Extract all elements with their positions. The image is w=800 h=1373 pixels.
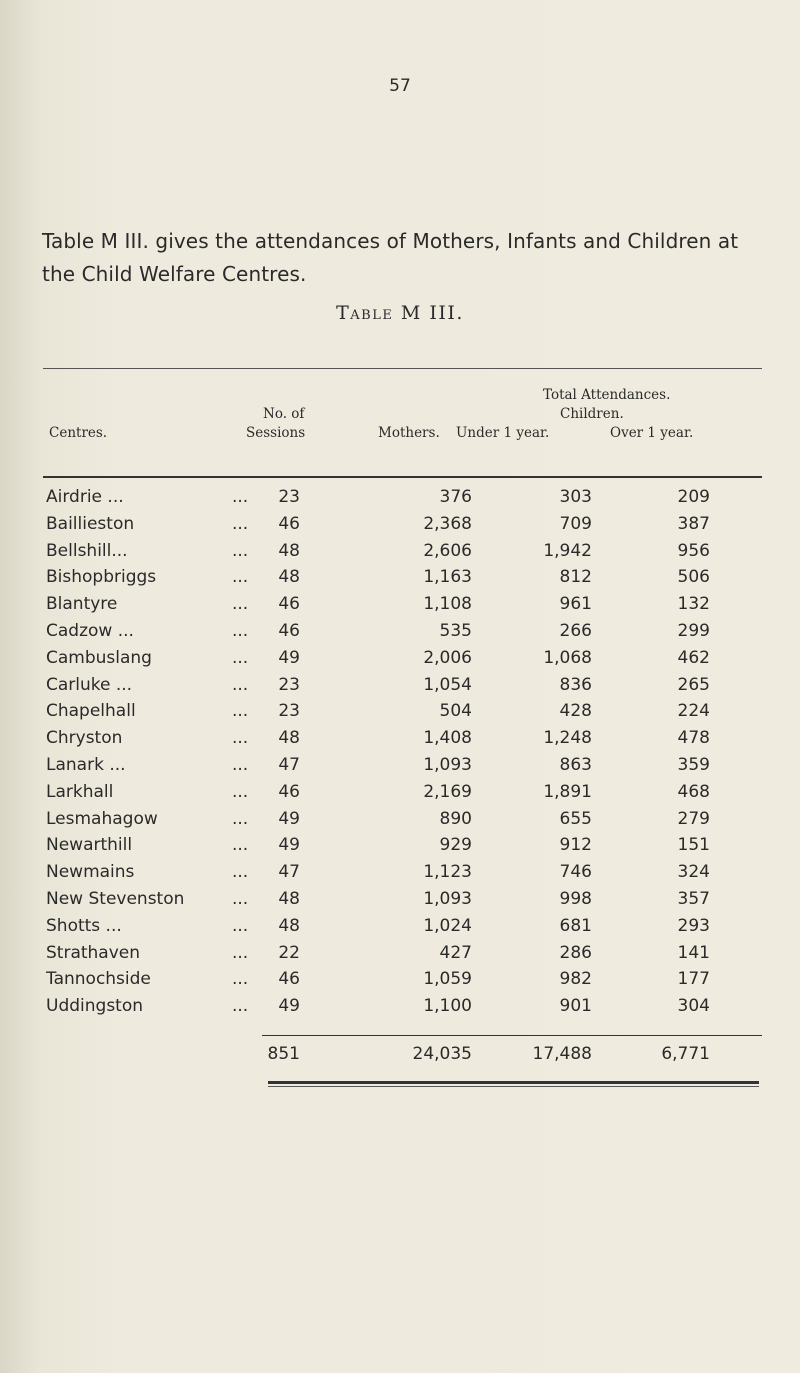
- leader-dots: ...: [232, 915, 249, 936]
- under-1-value: 912: [559, 835, 592, 856]
- mothers-value: 1,123: [423, 862, 472, 883]
- sessions-value: 23: [278, 674, 300, 695]
- over-1-value: 141: [677, 942, 710, 963]
- totals-row: [0, 1044, 800, 1072]
- over-1-value: 468: [677, 781, 710, 802]
- leader-dots: ...: [232, 835, 249, 856]
- under-1-value: 1,891: [543, 781, 592, 802]
- total-over-1: 6,771: [661, 1044, 710, 1064]
- leader-dots: ...: [232, 594, 249, 615]
- leader-dots: ...: [232, 540, 249, 561]
- mothers-value: 1,108: [423, 594, 472, 615]
- double-rule-thick: [268, 1081, 759, 1084]
- leader-dots: ...: [232, 701, 249, 722]
- leader-dots: ...: [232, 513, 249, 534]
- sessions-value: 49: [278, 647, 300, 668]
- centre-name: Lanark ...: [46, 754, 126, 775]
- centre-name: Baillieston: [46, 513, 135, 534]
- table-row: [0, 538, 800, 565]
- under-1-value: 961: [559, 594, 592, 615]
- mothers-value: 2,606: [423, 540, 472, 561]
- over-1-value: 224: [677, 701, 710, 722]
- centre-name: Blantyre: [46, 594, 118, 615]
- centre-name: Strathaven: [46, 942, 141, 963]
- under-1-value: 286: [559, 942, 592, 963]
- table-row: [0, 940, 800, 967]
- over-1-value: 304: [677, 996, 710, 1017]
- total-sessions: 851: [267, 1044, 300, 1064]
- sessions-value: 46: [278, 969, 300, 990]
- mothers-value: 1,093: [423, 754, 472, 775]
- mothers-value: 929: [439, 835, 472, 856]
- header-sessions-line2: Sessions: [246, 425, 306, 441]
- centre-name: Cadzow ...: [46, 620, 134, 641]
- table-row: [0, 913, 800, 940]
- over-1-value: 299: [677, 620, 710, 641]
- centre-name: Cambuslang: [46, 647, 152, 668]
- under-1-value: 303: [559, 487, 592, 507]
- sessions-value: 22: [278, 942, 300, 963]
- table-row: [0, 859, 800, 886]
- over-1-value: 387: [677, 513, 710, 534]
- over-1-value: 478: [677, 728, 710, 749]
- under-1-value: 812: [559, 567, 592, 588]
- over-1-value: 265: [677, 674, 710, 695]
- mothers-value: 376: [439, 487, 472, 507]
- under-1-value: 998: [559, 888, 592, 909]
- header-total-attendances: Total Attendances.: [543, 387, 671, 403]
- under-1-value: 1,248: [543, 728, 592, 749]
- table-row: [0, 725, 800, 752]
- leader-dots: ...: [232, 567, 249, 588]
- centre-name: Shotts ...: [46, 915, 122, 936]
- centre-name: Tannochside: [46, 969, 151, 990]
- header-children: Children.: [560, 406, 624, 422]
- over-1-value: 359: [677, 754, 710, 775]
- table-row: [0, 672, 800, 699]
- header-mothers: Mothers.: [378, 425, 440, 441]
- under-1-value: 836: [559, 674, 592, 695]
- under-1-value: 901: [559, 996, 592, 1017]
- over-1-value: 151: [677, 835, 710, 856]
- centre-name: Chryston: [46, 728, 123, 749]
- leader-dots: ...: [232, 487, 249, 507]
- mothers-value: 2,368: [423, 513, 472, 534]
- under-1-value: 428: [559, 701, 592, 722]
- leader-dots: ...: [232, 620, 249, 641]
- leader-dots: ...: [232, 728, 249, 749]
- centre-name: Airdrie ...: [46, 487, 124, 507]
- table-row: [0, 886, 800, 913]
- centre-name: Larkhall: [46, 781, 114, 802]
- mothers-value: 1,054: [423, 674, 472, 695]
- centre-name: Uddingston: [46, 996, 144, 1017]
- mothers-value: 2,006: [423, 647, 472, 668]
- table-row: [0, 484, 800, 511]
- under-1-value: 746: [559, 862, 592, 883]
- mothers-value: 1,100: [423, 996, 472, 1017]
- sessions-value: 46: [278, 594, 300, 615]
- over-1-value: 324: [677, 862, 710, 883]
- over-1-value: 279: [677, 808, 710, 829]
- sessions-value: 49: [278, 808, 300, 829]
- table-row: [0, 511, 800, 538]
- centre-name: Newmains: [46, 862, 135, 883]
- mothers-value: 890: [439, 808, 472, 829]
- table-row: [0, 618, 800, 645]
- intro-paragraph: Table M III. gives the attendances of Mothers, Infants and Children at the Child Welfare Centres.: [42, 229, 739, 286]
- under-1-value: 681: [559, 915, 592, 936]
- table-row: [0, 806, 800, 833]
- centre-name: New Stevenston: [46, 888, 185, 909]
- table-row: [0, 966, 800, 993]
- table-title: Table M III.: [336, 302, 464, 324]
- over-1-value: 506: [677, 567, 710, 588]
- under-1-value: 863: [559, 754, 592, 775]
- over-1-value: 956: [677, 540, 710, 561]
- sessions-value: 48: [278, 540, 300, 561]
- table-row: [0, 993, 800, 1020]
- mothers-value: 1,059: [423, 969, 472, 990]
- leader-dots: ...: [232, 996, 249, 1017]
- centre-name: Lesmahagow: [46, 808, 158, 829]
- over-1-value: 132: [677, 594, 710, 615]
- under-1-value: 1,068: [543, 647, 592, 668]
- centre-name: Bellshill...: [46, 540, 128, 561]
- leader-dots: ...: [232, 781, 249, 802]
- mothers-value: 1,408: [423, 728, 472, 749]
- leader-dots: ...: [232, 674, 249, 695]
- under-1-value: 709: [559, 513, 592, 534]
- mothers-value: 1,163: [423, 567, 472, 588]
- sessions-value: 47: [278, 862, 300, 883]
- over-1-value: 357: [677, 888, 710, 909]
- over-1-value: 293: [677, 915, 710, 936]
- page-number: 57: [389, 76, 411, 96]
- mothers-value: 1,093: [423, 888, 472, 909]
- leader-dots: ...: [232, 862, 249, 883]
- table-row: [0, 698, 800, 725]
- over-1-value: 177: [677, 969, 710, 990]
- under-1-value: 266: [559, 620, 592, 641]
- leader-dots: ...: [232, 754, 249, 775]
- under-1-value: 655: [559, 808, 592, 829]
- sessions-value: 49: [278, 996, 300, 1017]
- centre-name: Bishopbriggs: [46, 567, 157, 588]
- header-rule: [43, 476, 762, 478]
- table-row: [0, 752, 800, 779]
- table-body: [0, 484, 800, 1020]
- leader-dots: ...: [232, 647, 249, 668]
- table-top-rule: [43, 368, 762, 369]
- under-1-value: 982: [559, 969, 592, 990]
- centre-name: Carluke ...: [46, 674, 133, 695]
- mothers-value: 535: [439, 620, 472, 641]
- centre-name: Chapelhall: [46, 701, 136, 722]
- leader-dots: ...: [232, 942, 249, 963]
- header-over-1-year: Over 1 year.: [610, 425, 694, 441]
- mothers-value: 427: [439, 942, 472, 963]
- centre-name: Newarthill: [46, 835, 133, 856]
- over-1-value: 462: [677, 647, 710, 668]
- under-1-value: 1,942: [543, 540, 592, 561]
- over-1-value: 209: [677, 487, 710, 507]
- sessions-value: 23: [278, 701, 300, 722]
- leader-dots: ...: [232, 808, 249, 829]
- table-header: [43, 376, 762, 466]
- leader-dots: ...: [232, 969, 249, 990]
- header-sessions-line1: No. of: [263, 406, 305, 422]
- sessions-value: 48: [278, 888, 300, 909]
- totals-rule: [262, 1035, 762, 1036]
- double-rule-thin: [268, 1086, 759, 1087]
- table-row: [0, 832, 800, 859]
- sessions-value: 48: [278, 915, 300, 936]
- sessions-value: 47: [278, 754, 300, 775]
- mothers-value: 2,169: [423, 781, 472, 802]
- table-row: [0, 591, 800, 618]
- sessions-value: 46: [278, 620, 300, 641]
- leader-dots: ...: [232, 888, 249, 909]
- header-under-1-year: Under 1 year.: [456, 425, 550, 441]
- sessions-value: 48: [278, 567, 300, 588]
- sessions-value: 49: [278, 835, 300, 856]
- mothers-value: 1,024: [423, 915, 472, 936]
- table-row: [0, 779, 800, 806]
- table-row: [0, 645, 800, 672]
- header-centres: Centres.: [49, 425, 108, 441]
- total-under-1: 17,488: [532, 1044, 592, 1064]
- mothers-value: 504: [439, 701, 472, 722]
- sessions-value: 48: [278, 728, 300, 749]
- total-mothers: 24,035: [412, 1044, 472, 1064]
- table-row: [0, 564, 800, 591]
- sessions-value: 46: [278, 781, 300, 802]
- sessions-value: 46: [278, 513, 300, 534]
- sessions-value: 23: [278, 487, 300, 507]
